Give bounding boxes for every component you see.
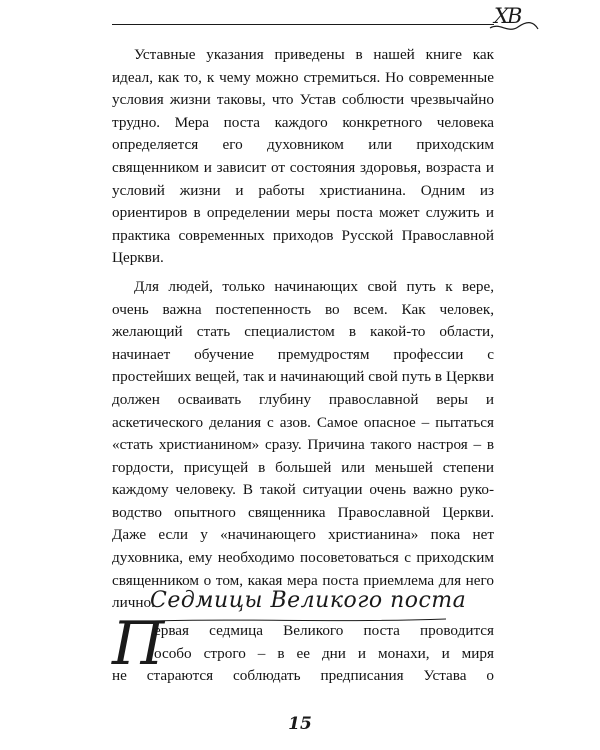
monogram: ХВ (494, 4, 521, 28)
monogram-flourish-icon (488, 20, 540, 34)
chapter-line: не стараются соблюдать предписания Устава о (112, 667, 494, 685)
paragraph: Уставные указания приведены в нашей книге как идеал, как то, к чему можно стремиться. Но современные условия жизни таковы, что Устав соблюсти чрезвычайно трудно. Мера поста каждого конкретного человека определяется его духовником или приходским священником и зависит от состояния здоровья, возраста и условий жизни и работы христианина. Одним из ориентиров в определении меры поста может служить и практика современных приходов Русской Православной Церкви. (112, 46, 494, 267)
page-number: 15 (288, 714, 312, 734)
page-header (0, 0, 600, 40)
section-title: Седмицы Великого поста (150, 588, 467, 613)
chapter-line: ервая седмица Великого поста проводится (154, 622, 494, 639)
body-text (112, 44, 494, 615)
chapter-line: особо строго – в ее дни и монахи, и миря (154, 644, 494, 662)
chapter-text (112, 620, 494, 688)
drop-cap: П (112, 609, 165, 679)
header-rule (112, 24, 494, 25)
paragraph: Для людей, только начинающих свой путь к вере, очень важна постепенность во всем. Как человек, желающий стать специалистом в какой-то области, начинает обучение премудростям профессии с простейших вещей, так и начинающий свой путь в Церкви должен осваивать глубину православной веры и аскетического делания с азов. Самое опасное – пытаться «стать христианином» сразу. Причина такого настроя – в гордости, присущей в большей или меньшей степени каждому человеку. В такой ситуации очень важно руководство опытного священника Православной Церкви. Даже если у «начинающего христианина» пока нет духовника, ему необходимо посоветоваться с приходским священником о том, какая мера поста приемлема для него лично. (112, 277, 494, 612)
